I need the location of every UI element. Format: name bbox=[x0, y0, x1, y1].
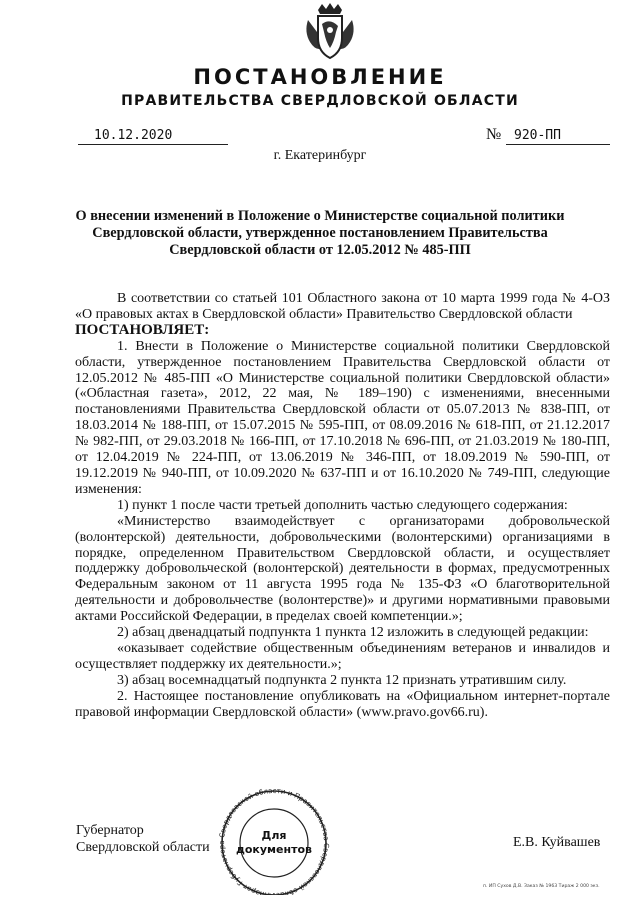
document-subject: О внесении изменений в Положение о Министерстве социальной политики Свердловской области, утвержденное постановлением Правительства Свердловской области от 12.05.2012 № 485-ПП bbox=[75, 208, 565, 258]
item-1: 1. Внести в Положение о Министерстве социальной политики Свердловской области, утвержденное постановлением Правительства Свердловской области от 12.05.2012 № 485-ПП «О Министерстве социальной политики Свердловской области» («Областная газета», 2012, 22 мая, № 189–190) с изменениями, внесенными постановлениями Правительства Свердловской области от 05.07.2013 № 838-ПП, от 18.03.2014 № 188-ПП, от 15.07.2015 № 595-ПП, от 08.09.2016 № 618-ПП, от 21.12.2017 № 982-ПП, от 29.03.2018 № 166-ПП, от 17.10.2018 № 696-ПП, от 21.03.2019 № 180-ПП, от 12.04.2019 № 224-ПП, от 13.06.2019 № 346-ПП, от 18.09.2019 № 590-ПП, от 19.12.2019 № 940-ПП, от 10.09.2020 № 637-ПП и от 16.10.2020 № 749-ПП, следующие изменения: bbox=[75, 338, 610, 497]
subitem-1-text: «Министерство взаимодействует с организаторами добровольческой (волонтерской) деятельности, добровольческими (волонтерскими) организациями в порядке, определенном Правительством Свердловской области, и осуществляет поддержку добровольческой (волонтерской) деятельности в формах, предусмотренных Федеральным законом от 11 августа 1995 года № 135-ФЗ «О благотворительной деятельности и добровольчестве (волонтерстве)» и другими нормативными правовыми актами Российской Федерации, в пределах своей компетенции.»; bbox=[75, 513, 610, 625]
signatory-name: Е.В. Куйвашев bbox=[513, 835, 601, 850]
item-2: 2. Настоящее постановление опубликовать на «Официальном интернет-портале правовой информации Свердловской области» (www.pravo.gov66.ru). bbox=[75, 688, 610, 720]
resolves-heading: ПОСТАНОВЛЯЕТ: bbox=[75, 321, 210, 338]
number-underline bbox=[506, 144, 610, 145]
issuing-authority: ПРАВИТЕЛЬСТВА СВЕРДЛОВСКОЙ ОБЛАСТИ bbox=[121, 93, 519, 109]
document-date: 10.12.2020 bbox=[94, 128, 173, 143]
stamp-ring-text: Аппарат Губернатора Свердловской области и Правительства Свердловской област bbox=[217, 786, 331, 895]
stamp-center-line1: Для bbox=[261, 829, 287, 842]
subitem-2-text: «оказывает содействие общественным объединениям ветеранов и инвалидов и осуществляет поддержку их деятельности.»; bbox=[75, 640, 610, 672]
city: г. Екатеринбург bbox=[273, 148, 367, 163]
signatory-role bbox=[76, 822, 210, 856]
coat-of-arms-icon bbox=[300, 2, 360, 62]
print-info: п. ИП Сухов Д.В. Заказ № 1963 Тираж 2 000 экз. bbox=[483, 884, 600, 889]
number-label: № bbox=[486, 126, 502, 143]
subitem-1: 1) пункт 1 после части третьей дополнить частью следующего содержания: bbox=[117, 497, 568, 513]
stamp-seal bbox=[210, 785, 338, 895]
date-underline bbox=[78, 144, 228, 145]
subitem-3: 3) абзац восемнадцатый подпункта 2 пункта 12 признать утратившим силу. bbox=[117, 672, 567, 688]
signatory-role-line1: Губернатор bbox=[76, 823, 144, 838]
stamp-center-line2: документов bbox=[235, 843, 313, 856]
document-body bbox=[75, 291, 610, 720]
document-number: 920-ПП bbox=[514, 128, 561, 143]
preamble: В соответствии со статьей 101 Областного закона от 10 марта 1999 года № 4-ОЗ «О правовых актах в Свердловской области» Правительство Свердловской области bbox=[75, 291, 610, 322]
document-title: ПОСТАНОВЛЕНИЕ bbox=[193, 65, 447, 89]
signatory-role-line2: Свердловской области bbox=[76, 840, 210, 855]
subitem-2: 2) абзац двенадцатый подпункта 1 пункта 12 изложить в следующей редакции: bbox=[117, 625, 589, 641]
